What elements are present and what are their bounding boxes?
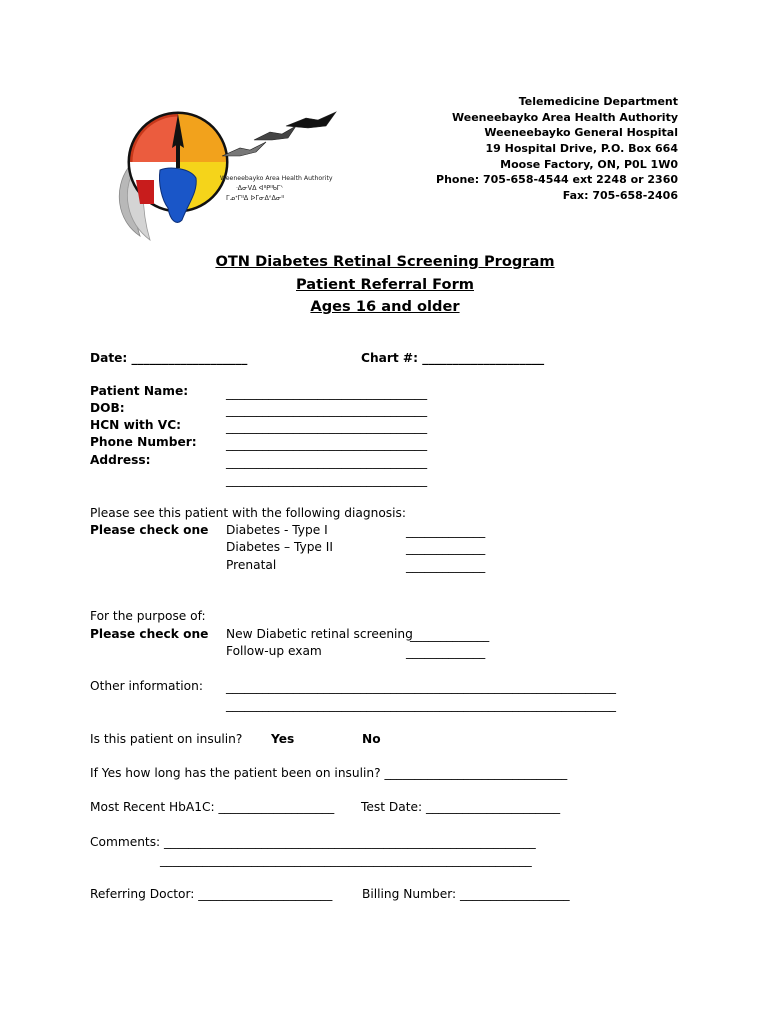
organization-logo	[110, 108, 350, 248]
purpose-option-follow-up: Follow-up exam	[226, 644, 322, 658]
purpose-option-new-screening: New Diabetic retinal screening	[226, 627, 413, 641]
header-line-5: Moose Factory, ON, P0L 1W0	[500, 158, 678, 171]
other-info-field-1[interactable]: ________________________________________________________________	[226, 680, 616, 694]
form-age-group: Ages 16 and older	[310, 298, 460, 315]
address-label: Address:	[90, 453, 151, 467]
form-title: OTN Diabetes Retinal Screening Program	[215, 253, 555, 270]
phone-label: Phone Number:	[90, 435, 197, 449]
address-field-1[interactable]: _________________________________	[226, 455, 428, 469]
hcn-label: HCN with VC:	[90, 418, 182, 432]
comments-field[interactable]: Comments: _____________________________________________________________	[90, 835, 536, 849]
comments-field-2[interactable]: _____________________________________________________________	[160, 853, 532, 867]
hba1c-field[interactable]: Most Recent HbA1C: ___________________	[90, 800, 335, 814]
logo-syllabics-1: ᐧᐃᓂᐯᐃ ᐊᐦᑭᐦᑲᒥᐠ	[236, 184, 284, 192]
logo-syllabics-2: ᒥᓄᕀᒥᐦᐃ ᐅᒥᓂᐃᐢᐃᓂᐦ	[226, 194, 284, 202]
referring-doctor-field[interactable]: Referring Doctor: ______________________	[90, 887, 333, 901]
diagnosis-check-prenatal[interactable]: _____________	[406, 559, 486, 573]
diagnosis-option-type2: Diabetes – Type II	[226, 540, 333, 554]
date-field[interactable]: Date: ___________________	[90, 351, 248, 365]
header-line-3: Weeneebayko General Hospital	[484, 126, 678, 139]
dob-label: DOB:	[90, 401, 125, 415]
patient-name-field[interactable]: _________________________________	[226, 386, 428, 400]
diagnosis-intro: Please see this patient with the following diagnosis:	[90, 506, 406, 520]
other-info-field-2[interactable]: ________________________________________________________________	[226, 698, 616, 712]
purpose-check-follow-up[interactable]: _____________	[406, 645, 486, 659]
header-line-1: Telemedicine Department	[518, 95, 678, 108]
form-subtitle: Patient Referral Form	[296, 276, 474, 293]
logo-name-text: Weeneebayko Area Health Authority	[220, 175, 333, 182]
chart-number-field[interactable]: Chart #: ____________________	[361, 351, 545, 365]
geese-icon	[222, 112, 336, 156]
insulin-yes-option[interactable]: Yes	[271, 732, 295, 746]
hcn-field[interactable]: _________________________________	[226, 420, 428, 434]
diagnosis-check-label: Please check one	[90, 523, 209, 537]
dob-field[interactable]: _________________________________	[226, 403, 428, 417]
header-line-6: Phone: 705-658-4544 ext 2248 or 2360	[436, 173, 678, 186]
test-date-field[interactable]: Test Date: ______________________	[361, 800, 561, 814]
insulin-no-option[interactable]: No	[362, 732, 381, 746]
diagnosis-check-type2[interactable]: _____________	[406, 541, 486, 555]
purpose-intro: For the purpose of:	[90, 609, 206, 623]
header-line-4: 19 Hospital Drive, P.O. Box 664	[485, 142, 678, 155]
billing-number-field[interactable]: Billing Number: __________________	[362, 887, 570, 901]
phone-field[interactable]: _________________________________	[226, 437, 428, 451]
purpose-check-new-screening[interactable]: _____________	[410, 628, 490, 642]
patient-name-label: Patient Name:	[90, 384, 189, 398]
header-line-2: Weeneebayko Area Health Authority	[452, 111, 678, 124]
other-info-label: Other information:	[90, 679, 203, 693]
address-field-2[interactable]: _________________________________	[226, 473, 428, 487]
header-line-7: Fax: 705-658-2406	[562, 189, 678, 202]
insulin-duration-field[interactable]: If Yes how long has the patient been on insulin? ______________________________	[90, 766, 568, 780]
diagnosis-check-type1[interactable]: _____________	[406, 524, 486, 538]
purpose-check-label: Please check one	[90, 627, 209, 641]
insulin-question: Is this patient on insulin?	[90, 732, 243, 746]
diagnosis-option-prenatal: Prenatal	[226, 558, 277, 572]
diagnosis-option-type1: Diabetes - Type I	[226, 523, 328, 537]
